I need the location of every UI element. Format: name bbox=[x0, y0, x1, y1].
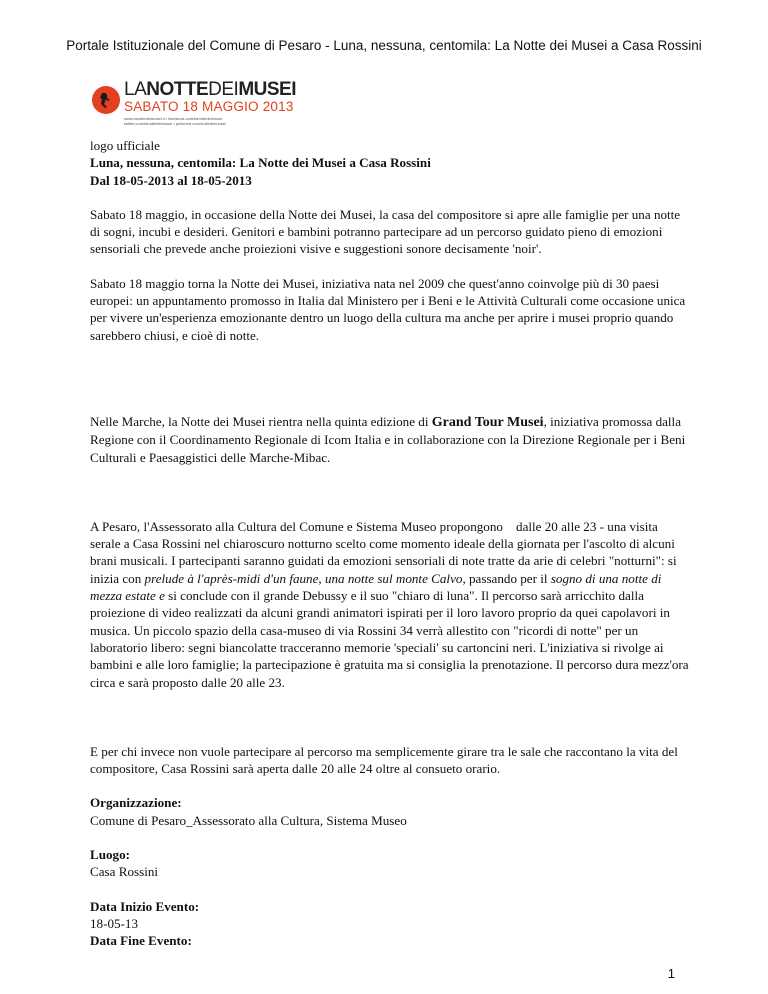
article-body bbox=[90, 137, 690, 950]
paragraph-marche bbox=[90, 413, 690, 466]
logo-caption: logo ufficiale bbox=[90, 138, 160, 153]
place-label: Luogo: bbox=[90, 847, 131, 863]
paragraph-opening-hours: E per chi invece non vuole partecipare al percorso ma semplicemente girare tra le sale che raccontano la vita del compositore, Casa Rossini sarà aperta dalle 20 alle 24 oltre al consueto orario. bbox=[90, 743, 678, 777]
start-date-value: 18-05-13 bbox=[90, 915, 139, 931]
notte-dei-musei-logo bbox=[92, 79, 297, 130]
page-number: 1 bbox=[667, 966, 675, 981]
event-title: Luna, nessuna, centomila: La Notte dei Musei a Casa Rossini bbox=[90, 155, 431, 171]
pesaro-text-3: , passando per il bbox=[462, 570, 551, 586]
organizer-label: Organizzazione: bbox=[90, 795, 182, 811]
logo-date: SABATO 18 MAGGIO 2013 bbox=[124, 99, 294, 114]
title-prelude: prelude à l'après-midi d'un faune bbox=[144, 570, 319, 586]
logo-title: LANOTTEDEIMUSEI bbox=[124, 79, 297, 100]
logo-links-line-2: twitter.com/lanottedeimusei • pinterest.com/nottedeimusei bbox=[124, 121, 226, 126]
title-sogno: sogno di una notte di mezza estate e bbox=[90, 570, 665, 604]
start-date-label: Data Inizio Evento: bbox=[90, 898, 200, 914]
end-date-label: Data Fine Evento: bbox=[90, 933, 192, 949]
pesaro-text-2: , bbox=[318, 570, 325, 586]
paragraph-notte-dei-musei: Sabato 18 maggio torna la Notte dei Musei, iniziativa nata nel 2009 che quest'anno coinvolge più di 30 paesi europei: un appuntamento promosso in Italia dal Ministero per i Beni e le Attività Culturali come occasione unica per vivere un'esperienza emozionante dentro un luogo della cultura ma anche per aprire i musei proprio quando sarebbero chiusi, e cioè di notte. bbox=[90, 275, 686, 343]
organizer-value: Comune di Pesaro_Assessorato alla Cultura, Sistema Museo bbox=[90, 812, 407, 828]
marche-text-start: Nelle Marche, la Notte dei Musei rientra nella quinta edizione di bbox=[90, 413, 432, 429]
pesaro-text-4: si conclude con il grande Debussy e il suo "chiaro di luna". Il percorso sarà arricchito dalla proiezione di video realizzati da alcuni grandi animatori ispirati per il loro lavoro proprio da quei capolavori in musica. Un piccolo spazio della casa-museo di via Rossini 34 verrà allestito con "ricordi di notte" per un laboratorio libero: segni biancolatte tracceranno memorie 'speciali' su cartoncini neri. L'iniziativa si rivolge ai bambini e alle loro famiglie; la partecipazione è gratuita ma si consiglia la prenotazione. Il percorso dura mezz'ora circa e sarà proposto dalle 20 alle 23. bbox=[90, 588, 692, 690]
logo-links bbox=[124, 116, 226, 126]
grand-tour-musei: Grand Tour Musei bbox=[431, 414, 544, 430]
marche-text-end: , iniziativa promossa dalla Regione con il Coordinamento Regionale di Icom Italia e in collaborazione con la Direzione Regionale per i Beni Culturali e Paesaggistici delle Marche-Mibac. bbox=[90, 413, 686, 465]
paragraph-intro: Sabato 18 maggio, in occasione della Notte dei Musei, la casa del compositore si apre alle famiglie per una notte di sogni, incubi e desideri. Genitori e bambini potranno partecipare ad un percorso guidato pieno di emozioni sensoriali che prevede anche proiezioni visive e suggestioni sonore decisamente 'noir'. bbox=[90, 206, 681, 257]
title-monte-calvo: una notte sul monte Calvo bbox=[324, 570, 463, 586]
pesaro-text-1: A Pesaro, l'Assessorato alla Cultura del Comune e Sistema Museo propongono dalle 20 alle 23 - una visita serale a Casa Rossini nel chiaroscuro notturno scelto come momento ideale della giornata per l'ascolto di alcuni brani musicali. I partecipanti saranno guidati da emozioni sensoriali di note tratte da arie di celebri "notturni": si inizia con bbox=[90, 518, 680, 586]
logo-emblem-icon bbox=[92, 86, 120, 114]
place-value: Casa Rossini bbox=[90, 864, 159, 880]
paragraph-pesaro bbox=[90, 518, 690, 691]
logo-links-line-1: www.lanottedeimusei.it • facebook.com/lanottedeimusei bbox=[124, 116, 223, 121]
event-dates: Dal 18-05-2013 al 18-05-2013 bbox=[90, 172, 252, 188]
page-header: Portale Istituzionale del Comune di Pesaro - Luna, nessuna, centomila: La Notte dei Musei a Casa Rossini bbox=[66, 38, 702, 53]
